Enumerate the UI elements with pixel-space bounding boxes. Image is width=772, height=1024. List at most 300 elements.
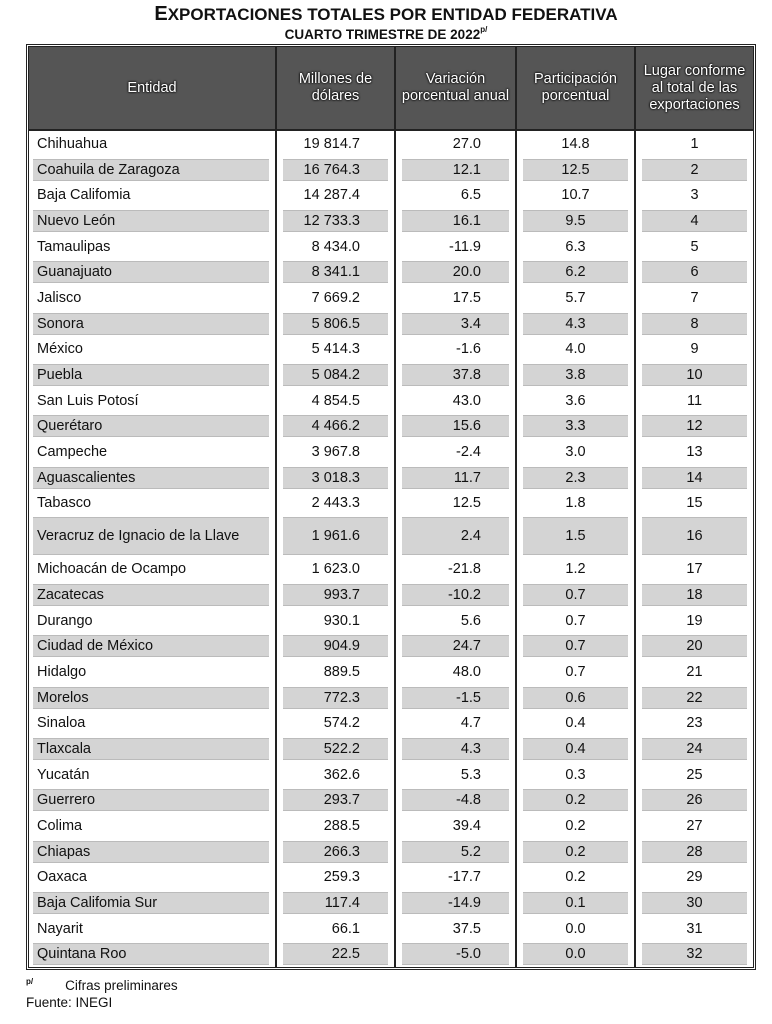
cell-lugar	[635, 659, 753, 685]
cell-millones-value: 2 443.3	[311, 495, 360, 512]
table-row	[29, 516, 753, 556]
cell-millones	[276, 788, 395, 814]
cell-lugar	[635, 685, 753, 711]
cell-participacion	[516, 362, 635, 388]
cell-participacion	[516, 916, 635, 942]
title-first-letter: E	[154, 3, 168, 25]
cell-participacion-value: 1.2	[565, 561, 586, 578]
cell-variacion-value: 6.5	[460, 187, 481, 204]
cell-entidad	[29, 465, 276, 491]
cell-participacion	[516, 813, 635, 839]
cell-variacion-value: -5.0	[402, 943, 509, 965]
cell-variacion-value: 24.7	[402, 635, 509, 657]
cell-lugar	[635, 439, 753, 465]
cell-participacion-value: 0.3	[565, 766, 586, 783]
cell-entidad	[29, 285, 276, 311]
table-row	[29, 491, 753, 517]
cell-participacion-value: 9.5	[523, 210, 628, 232]
table-row	[29, 414, 753, 440]
cell-participacion-value: 0.4	[523, 738, 628, 760]
cell-participacion	[516, 659, 635, 685]
cell-lugar-value: 17	[686, 561, 703, 578]
cell-variacion-value: 39.4	[452, 818, 481, 835]
cell-lugar-value: 28	[642, 841, 747, 863]
header-entidad: Entidad	[29, 47, 276, 130]
cell-lugar	[635, 285, 753, 311]
cell-participacion	[516, 839, 635, 865]
table-row	[29, 234, 753, 260]
cell-lugar-value: 29	[686, 869, 703, 886]
cell-entidad	[29, 311, 276, 337]
cell-variacion	[395, 556, 516, 582]
cell-lugar-value: 23	[686, 715, 703, 732]
cell-entidad-value: Hidalgo	[37, 663, 87, 680]
cell-lugar	[635, 813, 753, 839]
cell-entidad	[29, 388, 276, 414]
table-row	[29, 130, 753, 157]
cell-millones	[276, 259, 395, 285]
cell-millones-value: 993.7	[283, 584, 388, 606]
table-row	[29, 736, 753, 762]
cell-variacion-value: 37.5	[452, 920, 481, 937]
cell-lugar-value: 6	[642, 261, 747, 283]
cell-millones	[276, 608, 395, 634]
table-row	[29, 916, 753, 942]
cell-participacion	[516, 208, 635, 234]
cell-lugar-value: 9	[690, 341, 699, 358]
cell-entidad-value: Michoacán de Ocampo	[37, 561, 187, 578]
cell-variacion-value: 11.7	[402, 467, 509, 489]
cell-millones-value: 259.3	[323, 869, 360, 886]
cell-lugar-value: 19	[686, 612, 703, 629]
cell-entidad-value: Yucatán	[37, 766, 90, 783]
cell-millones-value: 117.4	[283, 892, 388, 914]
cell-participacion-value: 0.0	[523, 943, 628, 965]
cell-participacion-value: 6.3	[565, 238, 586, 255]
exports-table	[29, 47, 753, 967]
cell-millones	[276, 813, 395, 839]
cell-variacion	[395, 491, 516, 517]
table-row	[29, 788, 753, 814]
cell-participacion-value: 3.3	[523, 415, 628, 437]
cell-participacion	[516, 414, 635, 440]
cell-millones	[276, 710, 395, 736]
table-row	[29, 388, 753, 414]
cell-variacion-value: 17.5	[452, 289, 481, 306]
cell-millones-value: 1 623.0	[311, 561, 360, 578]
cell-millones-value: 8 434.0	[311, 238, 360, 255]
cell-variacion	[395, 916, 516, 942]
cell-lugar	[635, 465, 753, 491]
cell-millones	[276, 942, 395, 968]
cell-entidad-value: Ciudad de México	[33, 635, 269, 657]
cell-entidad-value: Veracruz de Ignacio de la Llave	[33, 517, 269, 555]
cell-entidad-value: Sonora	[33, 313, 269, 335]
cell-variacion	[395, 182, 516, 208]
cell-variacion	[395, 608, 516, 634]
cell-entidad-value: Morelos	[33, 687, 269, 709]
cell-millones	[276, 491, 395, 517]
cell-participacion-value: 5.7	[565, 289, 586, 306]
cell-entidad-value: Guanajuato	[33, 261, 269, 283]
table-row	[29, 157, 753, 183]
cell-participacion-value: 4.3	[523, 313, 628, 335]
cell-millones	[276, 839, 395, 865]
cell-participacion	[516, 337, 635, 363]
cell-millones-value: 66.1	[331, 920, 360, 937]
cell-variacion	[395, 130, 516, 157]
cell-entidad	[29, 491, 276, 517]
cell-lugar-value: 24	[642, 738, 747, 760]
cell-lugar-value: 14	[642, 467, 747, 489]
cell-millones	[276, 234, 395, 260]
table-row	[29, 685, 753, 711]
cell-variacion	[395, 710, 516, 736]
header-participacion: Participación porcentual	[516, 47, 635, 130]
subtitle-text: CUARTO TRIMESTRE DE 2022	[284, 27, 481, 42]
cell-entidad-value: Coahuila de Zaragoza	[33, 159, 269, 181]
cell-millones	[276, 157, 395, 183]
cell-participacion	[516, 633, 635, 659]
cell-entidad	[29, 582, 276, 608]
cell-entidad	[29, 157, 276, 183]
cell-entidad-value: Durango	[37, 612, 93, 629]
cell-lugar	[635, 130, 753, 157]
cell-participacion-value: 10.7	[561, 187, 590, 204]
cell-entidad-value: San Luis Potosí	[37, 392, 139, 409]
table-row	[29, 890, 753, 916]
cell-variacion-value: 27.0	[452, 135, 481, 152]
cell-variacion-value: -2.4	[456, 444, 481, 461]
cell-participacion-value: 0.2	[565, 818, 586, 835]
cell-entidad	[29, 414, 276, 440]
cell-entidad-value: Campeche	[37, 444, 108, 461]
cell-entidad-value: Quintana Roo	[33, 943, 269, 965]
cell-participacion-value: 1.5	[523, 517, 628, 555]
cell-lugar	[635, 208, 753, 234]
cell-variacion-value: 5.2	[402, 841, 509, 863]
cell-variacion-value: -1.6	[456, 341, 481, 358]
table-title	[0, 3, 772, 26]
cell-entidad	[29, 813, 276, 839]
cell-variacion-value: 37.8	[402, 364, 509, 386]
header-row	[29, 47, 753, 130]
cell-millones	[276, 130, 395, 157]
cell-participacion	[516, 762, 635, 788]
cell-lugar	[635, 556, 753, 582]
cell-variacion	[395, 516, 516, 556]
cell-participacion	[516, 285, 635, 311]
cell-variacion	[395, 465, 516, 491]
cell-millones-value: 4 854.5	[311, 392, 360, 409]
cell-participacion	[516, 556, 635, 582]
cell-entidad-value: Chiapas	[33, 841, 269, 863]
cell-lugar	[635, 362, 753, 388]
cell-millones-value: 5 806.5	[283, 313, 388, 335]
table-row	[29, 285, 753, 311]
cell-entidad	[29, 556, 276, 582]
cell-entidad-value: Baja Califomia Sur	[33, 892, 269, 914]
cell-participacion-value: 3.8	[523, 364, 628, 386]
cell-millones-value: 19 814.7	[303, 135, 360, 152]
cell-millones-value: 522.2	[283, 738, 388, 760]
cell-participacion-value: 0.7	[523, 635, 628, 657]
cell-entidad-value: Baja Califomia	[37, 187, 131, 204]
cell-lugar-value: 7	[690, 289, 699, 306]
cell-lugar-value: 16	[642, 517, 747, 555]
cell-entidad-value: Tabasco	[37, 495, 92, 512]
cell-variacion	[395, 337, 516, 363]
cell-participacion-value: 0.1	[523, 892, 628, 914]
footnote	[26, 977, 178, 993]
table-body	[29, 130, 753, 967]
cell-millones	[276, 465, 395, 491]
cell-lugar	[635, 710, 753, 736]
cell-participacion-value: 0.2	[523, 841, 628, 863]
cell-variacion	[395, 659, 516, 685]
exports-table-container	[26, 44, 756, 970]
cell-lugar-value: 2	[642, 159, 747, 181]
cell-lugar	[635, 259, 753, 285]
header-millones: Millones de dólares	[276, 47, 395, 130]
table-row	[29, 259, 753, 285]
cell-entidad-value: Nayarit	[37, 920, 83, 937]
cell-variacion	[395, 311, 516, 337]
cell-entidad	[29, 130, 276, 157]
cell-lugar-value: 32	[642, 943, 747, 965]
cell-millones-value: 1 961.6	[283, 517, 388, 555]
cell-entidad	[29, 916, 276, 942]
cell-entidad-value: Puebla	[33, 364, 269, 386]
cell-participacion	[516, 157, 635, 183]
cell-millones-value: 293.7	[283, 789, 388, 811]
cell-variacion	[395, 439, 516, 465]
cell-millones	[276, 736, 395, 762]
cell-participacion-value: 3.6	[565, 392, 586, 409]
cell-millones-value: 904.9	[283, 635, 388, 657]
cell-millones-value: 8 341.1	[283, 261, 388, 283]
cell-variacion-value: -14.9	[402, 892, 509, 914]
cell-lugar-value: 11	[686, 392, 703, 409]
cell-participacion	[516, 491, 635, 517]
cell-participacion	[516, 516, 635, 556]
cell-variacion	[395, 388, 516, 414]
table-row	[29, 208, 753, 234]
cell-lugar	[635, 491, 753, 517]
cell-entidad-value: México	[37, 341, 83, 358]
cell-entidad	[29, 362, 276, 388]
cell-lugar	[635, 916, 753, 942]
cell-lugar-value: 21	[686, 663, 703, 680]
cell-entidad	[29, 865, 276, 891]
table-row	[29, 362, 753, 388]
cell-millones	[276, 762, 395, 788]
cell-entidad-value: Colima	[37, 818, 83, 835]
cell-participacion-value: 3.0	[565, 444, 586, 461]
cell-variacion-value: 15.6	[402, 415, 509, 437]
table-row	[29, 762, 753, 788]
cell-entidad-value: Querétaro	[33, 415, 269, 437]
cell-lugar	[635, 608, 753, 634]
cell-variacion	[395, 762, 516, 788]
cell-participacion	[516, 890, 635, 916]
cell-variacion-value: 4.3	[402, 738, 509, 760]
cell-millones-value: 3 018.3	[283, 467, 388, 489]
cell-entidad-value: Guerrero	[33, 789, 269, 811]
cell-millones	[276, 659, 395, 685]
table-row	[29, 865, 753, 891]
cell-millones-value: 7 669.2	[311, 289, 360, 306]
cell-participacion	[516, 788, 635, 814]
cell-entidad-value: Aguascalientes	[33, 467, 269, 489]
cell-entidad	[29, 942, 276, 968]
cell-entidad	[29, 659, 276, 685]
cell-participacion-value: 6.2	[523, 261, 628, 283]
cell-lugar-value: 8	[642, 313, 747, 335]
cell-participacion-value: 4.0	[565, 341, 586, 358]
cell-entidad	[29, 234, 276, 260]
cell-variacion	[395, 865, 516, 891]
cell-lugar	[635, 582, 753, 608]
table-row	[29, 633, 753, 659]
table-row	[29, 465, 753, 491]
cell-lugar-value: 30	[642, 892, 747, 914]
cell-entidad	[29, 736, 276, 762]
cell-variacion-value: 20.0	[402, 261, 509, 283]
table-row	[29, 582, 753, 608]
title-rest: XPORTACIONES TOTALES POR ENTIDAD FEDERATIVA	[167, 5, 618, 24]
cell-millones-value: 772.3	[283, 687, 388, 709]
cell-lugar	[635, 388, 753, 414]
table-row	[29, 311, 753, 337]
cell-lugar	[635, 182, 753, 208]
cell-participacion-value: 0.2	[523, 789, 628, 811]
cell-entidad	[29, 439, 276, 465]
cell-entidad-value: Oaxaca	[37, 869, 87, 886]
cell-lugar-value: 15	[686, 495, 703, 512]
cell-millones	[276, 337, 395, 363]
cell-lugar	[635, 762, 753, 788]
cell-millones-value: 930.1	[323, 612, 360, 629]
cell-variacion	[395, 234, 516, 260]
cell-variacion-value: 12.1	[402, 159, 509, 181]
cell-participacion	[516, 865, 635, 891]
cell-millones-value: 266.3	[283, 841, 388, 863]
cell-lugar	[635, 865, 753, 891]
cell-millones-value: 16 764.3	[283, 159, 388, 181]
table-row	[29, 710, 753, 736]
cell-lugar	[635, 736, 753, 762]
cell-lugar	[635, 157, 753, 183]
cell-millones	[276, 439, 395, 465]
header-variacion: Variación porcentual anual	[395, 47, 516, 130]
cell-participacion-value: 0.0	[565, 920, 586, 937]
cell-lugar	[635, 337, 753, 363]
cell-millones-value: 362.6	[323, 766, 360, 783]
table-row	[29, 813, 753, 839]
cell-millones	[276, 556, 395, 582]
cell-participacion-value: 0.6	[523, 687, 628, 709]
cell-participacion-value: 14.8	[561, 135, 590, 152]
cell-variacion-value: 4.7	[460, 715, 481, 732]
cell-lugar-value: 13	[686, 444, 703, 461]
cell-millones-value: 889.5	[323, 663, 360, 680]
cell-entidad-value: Nuevo León	[33, 210, 269, 232]
cell-variacion-value: 43.0	[452, 392, 481, 409]
cell-lugar	[635, 633, 753, 659]
cell-variacion	[395, 414, 516, 440]
table-row	[29, 839, 753, 865]
cell-entidad	[29, 516, 276, 556]
cell-millones-value: 5 084.2	[283, 364, 388, 386]
cell-millones-value: 12 733.3	[283, 210, 388, 232]
table-row	[29, 942, 753, 968]
cell-variacion-value: 12.5	[452, 495, 481, 512]
cell-participacion-value: 0.7	[565, 612, 586, 629]
cell-variacion-value: 3.4	[402, 313, 509, 335]
cell-variacion-value: -11.9	[449, 238, 481, 255]
cell-entidad	[29, 608, 276, 634]
footnote-marker: p/	[26, 977, 34, 986]
cell-millones-value: 14 287.4	[303, 187, 360, 204]
cell-participacion-value: 2.3	[523, 467, 628, 489]
cell-lugar-value: 22	[642, 687, 747, 709]
cell-variacion-value: -10.2	[402, 584, 509, 606]
table-row	[29, 182, 753, 208]
cell-millones	[276, 182, 395, 208]
cell-participacion	[516, 710, 635, 736]
cell-lugar-value: 4	[642, 210, 747, 232]
cell-variacion	[395, 582, 516, 608]
table-row	[29, 556, 753, 582]
cell-variacion-value: 48.0	[452, 663, 481, 680]
cell-variacion	[395, 157, 516, 183]
cell-millones-value: 4 466.2	[283, 415, 388, 437]
cell-variacion-value: 5.6	[460, 612, 481, 629]
cell-variacion	[395, 362, 516, 388]
cell-millones-value: 574.2	[323, 715, 360, 732]
cell-millones	[276, 582, 395, 608]
cell-millones	[276, 865, 395, 891]
cell-lugar-value: 3	[690, 187, 699, 204]
cell-lugar	[635, 516, 753, 556]
cell-entidad	[29, 208, 276, 234]
cell-entidad-value: Chihuahua	[37, 135, 108, 152]
cell-participacion	[516, 182, 635, 208]
cell-participacion	[516, 685, 635, 711]
cell-entidad-value: Tamaulipas	[37, 238, 111, 255]
cell-variacion	[395, 208, 516, 234]
cell-millones	[276, 362, 395, 388]
footnote-text: Cifras preliminares	[65, 978, 178, 993]
cell-variacion-value: -1.5	[402, 687, 509, 709]
cell-participacion-value: 0.7	[565, 663, 586, 680]
table-subtitle	[0, 25, 772, 42]
cell-entidad	[29, 633, 276, 659]
table-row	[29, 337, 753, 363]
cell-lugar-value: 1	[690, 135, 699, 152]
cell-participacion	[516, 130, 635, 157]
cell-variacion-value: 2.4	[402, 517, 509, 555]
cell-lugar-value: 10	[642, 364, 747, 386]
cell-millones-value: 22.5	[283, 943, 388, 965]
cell-participacion	[516, 234, 635, 260]
cell-lugar	[635, 890, 753, 916]
cell-entidad-value: Tlaxcala	[33, 738, 269, 760]
cell-variacion-value: -17.7	[447, 869, 481, 886]
cell-variacion-value: 16.1	[402, 210, 509, 232]
cell-participacion-value: 12.5	[523, 159, 628, 181]
